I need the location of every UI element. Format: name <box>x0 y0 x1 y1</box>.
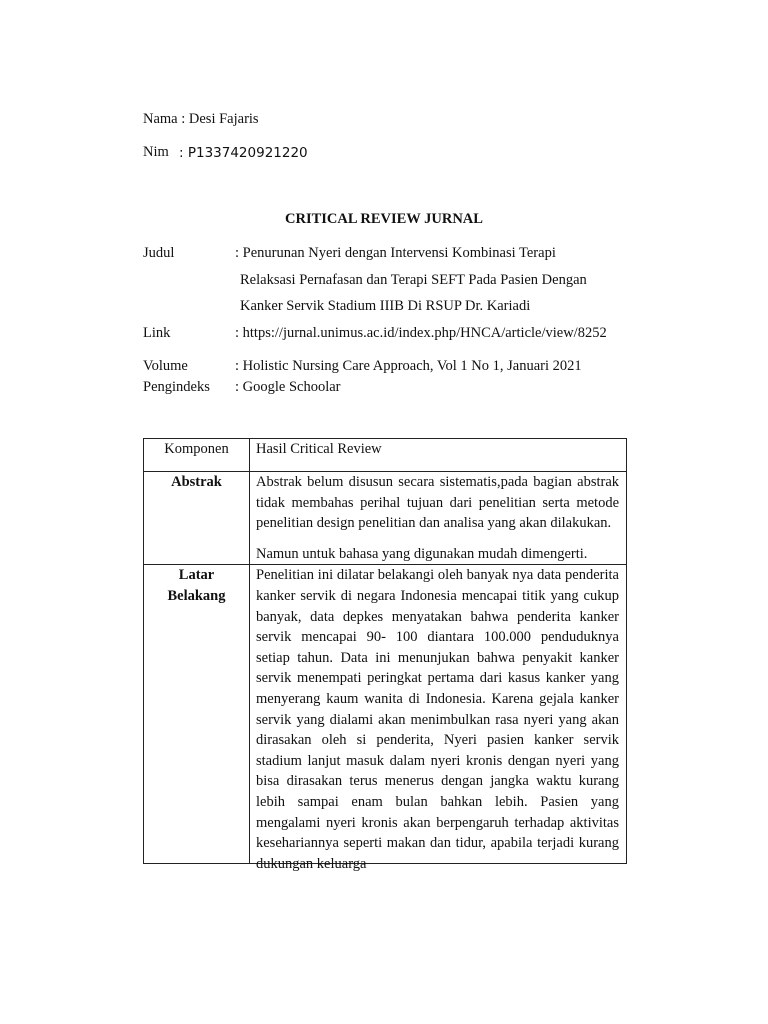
component-abstrak: Abstrak <box>144 472 250 565</box>
review-table <box>143 438 627 872</box>
judul-line-1: : Penurunan Nyeri dengan Intervensi Kombinasi Terapi <box>235 245 556 261</box>
volume-label: Volume <box>143 358 188 374</box>
component-line: Belakang <box>167 587 226 604</box>
header-hasil: Hasil Critical Review <box>250 439 627 472</box>
student-nim-value: : P1337420921220 <box>179 145 308 161</box>
pengindeks-value: : Google Schoolar <box>235 379 341 395</box>
judul-label: Judul <box>143 245 175 261</box>
review-paragraph: Namun untuk bahasa yang digunakan mudah dimengerti. <box>256 545 588 562</box>
document-title: CRITICAL REVIEW JURNAL <box>285 211 483 227</box>
volume-value: : Holistic Nursing Care Approach, Vol 1 No 1, Januari 2021 <box>235 358 582 374</box>
component-latar-belakang <box>144 565 250 864</box>
table-row <box>144 472 627 565</box>
table-header-row <box>144 439 627 472</box>
table-row <box>144 565 627 864</box>
header-komponen: Komponen <box>144 439 250 472</box>
link-label: Link <box>143 325 171 341</box>
judul-line-2: Relaksasi Pernafasan dan Terapi SEFT Pada Pasien Dengan <box>240 272 587 288</box>
judul-line-3: Kanker Servik Stadium IIIB Di RSUP Dr. Kariadi <box>240 298 531 314</box>
review-paragraph: Abstrak belum disusun secara sistematis,pada bagian abstrak tidak membahas perihal tujuan dari penelitian serta metode penelitian design penelitian dan analisa yang akan dilakukan. <box>256 474 619 532</box>
component-line: Latar <box>178 567 215 584</box>
student-name: Nama : Desi Fajaris <box>143 111 259 127</box>
review-latar-belakang <box>250 565 627 872</box>
link-value: : https://jurnal.unimus.ac.id/index.php/HNCA/article/view/8252 <box>235 325 607 341</box>
review-abstrak <box>250 472 627 565</box>
student-nim-label: Nim <box>143 144 169 160</box>
review-paragraph: Penelitian ini dilatar belakangi oleh banyak nya data penderita kanker servik di negara Indonesia mencapai titik yang cukup banyak, data depkes menyatakan bahwa penderita kanker servik mencapai 90- 100 diantara 100.000 penduduknya setiap tahun. Data ini menunjukan bahwa penyakit kanker servik menempati peringkat pertama dari kasus kanker yang menyerang kaum wanita di Indonesia. Karena gejala kanker servik yang dialami akan menimbulkan rasa nyeri yang akan dirasakan oleh si penderita, Nyeri pasien kanker servik stadium lanjut masuk dalam nyeri kronis dengan nyeri yang bisa dirasakan terus menerus dengan jangka waktu kurang lebih sampai enam bulan bahkan lebih. Pasien yang mengalami nyeri kronis akan berpengaruh terhadap aktivitas kesehariannya seperti makan dan tidur, apabila terjadi kurang dukungan keluarga <box>256 567 619 872</box>
pengindeks-label: Pengindeks <box>143 379 210 395</box>
